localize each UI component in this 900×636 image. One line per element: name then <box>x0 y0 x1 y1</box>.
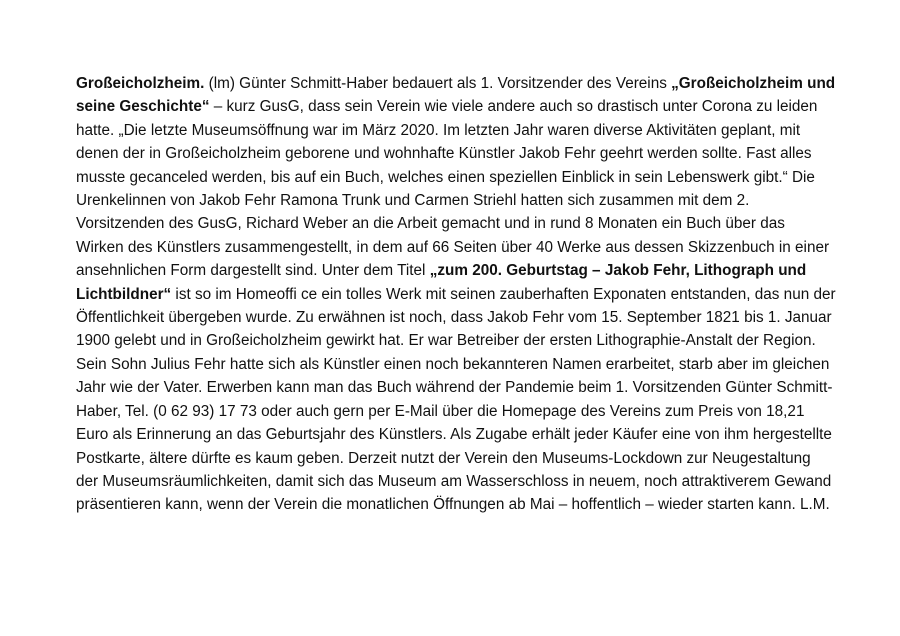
text-run: – kurz GusG, dass sein Verein wie viele andere auch so drastisch unter Corona zu leiden hatte. „Die letzte Museumsöffnung war im März 2020. Im letzten Jahr waren diverse Aktivitäten geplant, mit denen der in Großeicholzheim geborene und wohnhafte Künstler Jakob Fehr geehrt werden sollte. Fast alles musste gecanceled werden, bis auf ein Buch, welches einen speziellen Einblick in sein Lebenswerk gibt.“ Die Urenkelinnen von Jakob Fehr Ramona Trunk und Carmen Striehl hatten sich zusammen mit dem 2. Vorsitzenden des GusG, Richard Weber an die Arbeit gemacht und in rund 8 Monaten ein Buch über das Wirken des Künstlers zusammengestellt, in dem auf 66 Seiten über 40 Werke aus dessen Skizzenbuch in einer ansehnlichen Form dargestellt sind. Unter dem Titel <box>76 98 830 280</box>
article-paragraph <box>76 72 836 517</box>
text-run: (lm) Günter Schmitt-Haber bedauert als 1. Vorsitzender des Vereins <box>204 75 672 92</box>
text-run: ist so im Homeoffi ce ein tolles Werk mit seinen zauberhaften Exponaten entstanden, das nun der Öffentlichkeit übergeben wurde. Zu erwähnen ist noch, dass Jakob Fehr vom 15. September 1821 bis 1. Januar 1900 gelebt und in Großeicholzheim gewirkt hat. Er war Betreiber der ersten Lithographie-Anstalt der Region. Sein Sohn Julius Fehr hatte sich als Künstler einen noch bekannteren Namen erarbeitet, starb aber im gleichen Jahr wie der Vater. Erwerben kann man das Buch während der Pandemie beim 1. Vorsitzenden Günter Schmitt-Haber, Tel. (0 62 93) 17 73 oder auch gern per E-Mail über die Homepage des Vereins zum Preis von 18,21 Euro als Erinnerung an das Geburtsjahr des Künstlers. Als Zugabe erhält jeder Käufer eine von ihm hergestellte Postkarte, ältere dürfte es kaum geben. Derzeit nutzt der Verein den Museums-Lockdown zur Neugestaltung der Museumsräumlichkeiten, damit sich das Museum am Wasserschloss in neuem, noch attraktiverem Gewand präsentieren kann, wenn der Verein die monatlichen Öffnungen ab Mai – hoffentlich – wieder starten kann. L.M. <box>76 285 836 514</box>
association-name: „Großeicholzheim und seine Geschichte“ <box>76 75 836 116</box>
book-title: „zum 200. Geburtstag – Jakob Fehr, Lithograph und Lichtbildner“ <box>76 262 807 303</box>
article-body <box>76 72 836 517</box>
dateline: Großeicholzheim. <box>76 75 205 92</box>
